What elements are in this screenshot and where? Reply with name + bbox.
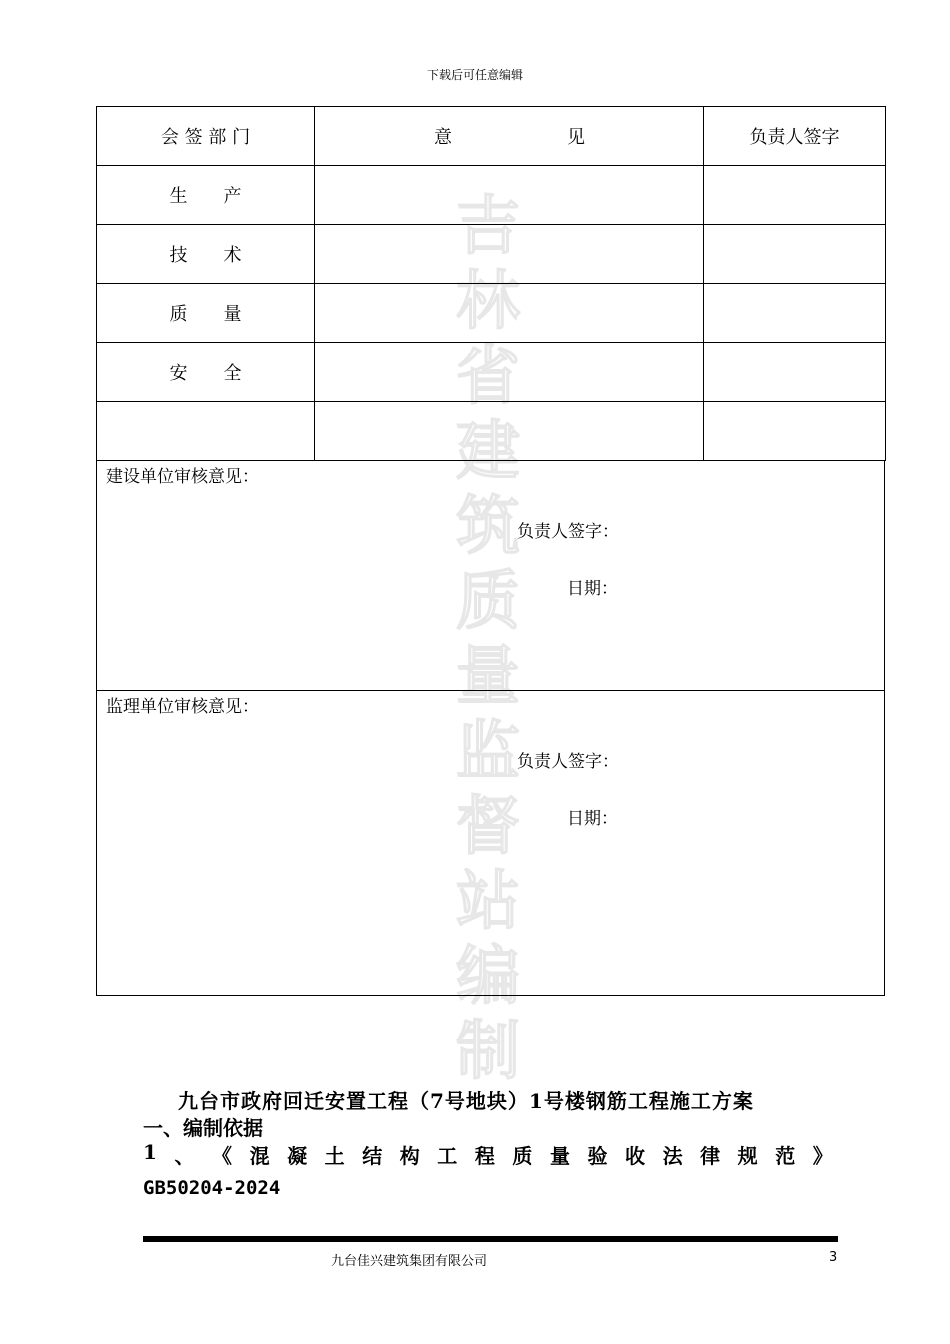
ref-token: 收: [625, 1144, 646, 1168]
construction-signer-label: 负责人签字：: [517, 522, 619, 542]
page-header: 下载后可任意编辑: [426, 68, 523, 82]
watermark-char: 督: [456, 790, 520, 864]
standard-code: GB50204-2024: [143, 1177, 281, 1199]
table-row: [97, 225, 886, 284]
watermark-char: 质: [456, 565, 520, 639]
table-row: [97, 284, 886, 343]
section-heading: 一、编制依据: [143, 1116, 263, 1140]
header-opinion-right: 见: [567, 127, 585, 148]
opinion-cell: [315, 343, 704, 402]
header-opinion: [315, 107, 704, 166]
page-number: 3: [829, 1250, 838, 1265]
ref-token: 构: [399, 1144, 420, 1168]
opinion-cell: [315, 225, 704, 284]
ref-token: 结: [362, 1144, 383, 1168]
dept-cell: 质 量: [97, 284, 315, 343]
watermark-char: 编: [456, 940, 520, 1014]
ref-token: 凝: [287, 1144, 308, 1168]
footer-company: 九台佳兴建筑集团有限公司: [330, 1254, 487, 1269]
supervision-unit-title: 监理单位审核意见：: [106, 697, 259, 717]
header-signer: 负责人签字: [704, 107, 886, 166]
construction-unit-title: 建设单位审核意见：: [106, 467, 259, 487]
watermark-char: 筑: [456, 490, 520, 564]
construction-date-label: 日期：: [567, 579, 618, 599]
ref-token: 1: [143, 1140, 157, 1164]
supervision-unit-review-box: [96, 690, 885, 996]
watermark-char: 省: [456, 340, 520, 414]
table-row: [97, 402, 886, 461]
opinion-cell: [315, 402, 704, 461]
header-dept: 会 签 部 门: [97, 107, 315, 166]
reference-line: [143, 1140, 833, 1169]
ref-token: 法: [662, 1144, 683, 1168]
ref-token: 律: [700, 1144, 721, 1168]
table-header-row: [97, 107, 886, 166]
ref-token: 程: [474, 1144, 495, 1168]
ref-token: 、: [174, 1144, 195, 1168]
ref-token: 》: [812, 1144, 833, 1168]
watermark-char: 吉: [456, 190, 520, 264]
dept-cell: 安 全: [97, 343, 315, 402]
header-opinion-left: 意: [434, 127, 452, 148]
opinion-cell: [315, 166, 704, 225]
dept-cell: 生 产: [97, 166, 315, 225]
watermark-char: 建: [456, 415, 520, 489]
ref-token: 规: [737, 1144, 758, 1168]
watermark-char: 制: [456, 1015, 520, 1089]
watermark-char: 站: [456, 865, 520, 939]
table-row: [97, 343, 886, 402]
ref-token: 《: [212, 1144, 233, 1168]
ref-token: 工: [437, 1144, 458, 1168]
ref-token: 混: [249, 1144, 270, 1168]
document-title: 九台市政府回迁安置工程（7号地块）1号楼钢筋工程施工方案: [178, 1089, 754, 1113]
ref-token: 范: [775, 1144, 796, 1168]
supervision-date-label: 日期：: [567, 809, 618, 829]
dept-cell: 技 术: [97, 225, 315, 284]
ref-token: 验: [587, 1144, 608, 1168]
construction-unit-review-box: [96, 460, 885, 691]
dept-cell: [97, 402, 315, 461]
signature-cell: [704, 284, 886, 343]
supervision-signer-label: 负责人签字：: [517, 752, 619, 772]
countersign-table: [96, 106, 886, 461]
ref-token: 质: [512, 1144, 533, 1168]
opinion-cell: [315, 284, 704, 343]
signature-cell: [704, 343, 886, 402]
ref-token: 土: [324, 1144, 345, 1168]
watermark-char: 量: [456, 640, 520, 714]
watermark-char: 林: [456, 265, 520, 339]
watermark-char: 监: [456, 715, 520, 789]
ref-token: 量: [549, 1144, 570, 1168]
table-row: [97, 166, 886, 225]
footer-divider: [143, 1236, 838, 1242]
signature-cell: [704, 166, 886, 225]
signature-cell: [704, 225, 886, 284]
signature-cell: [704, 402, 886, 461]
